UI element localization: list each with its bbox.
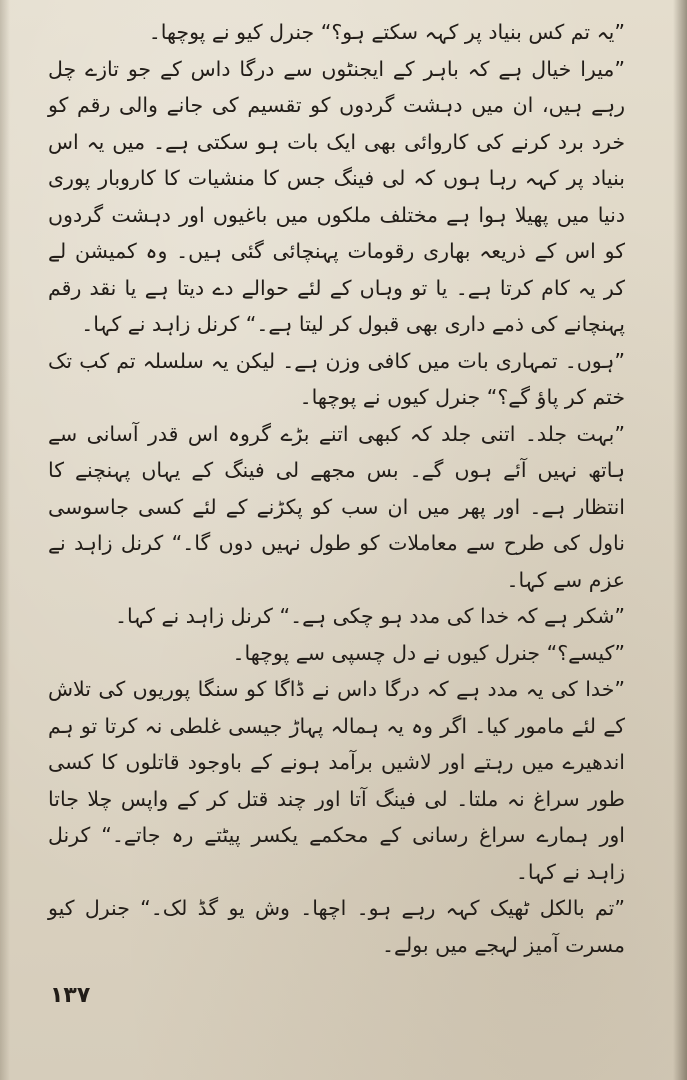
paragraph-7: ”خدا کی یہ مدد ہے کہ درگا داس نے ڈاگا کو سنگا پوریوں کی تلاش کے لئے مامور کیا۔ اگر وہ یہ ہمالہ پہاڑ جیسی غلطی نہ کرتا تو ہم اندھیرے میں رہتے اور لاشیں برآمد ہونے کے باوجود قاتلوں کا کسی طور سراغ نہ ملتا۔ لی فینگ آتا اور چند قتل کر کے واپس چلا جاتا اور ہمارے سراغ رسانی کے محکمے یکسر پیٹتے رہ جاتے۔“ کرنل زاہد نے کہا۔ <box>48 677 625 884</box>
paragraph-5: ”شکر ہے کہ خدا کی مدد ہو چکی ہے۔“ کرنل زاہد نے کہا۔ <box>114 604 625 628</box>
body-text <box>48 14 659 963</box>
paragraph-1: ”یہ تم کس بنیاد پر کہہ سکتے ہو؟“ جنرل کیو نے پوچھا۔ <box>148 20 625 44</box>
page-right-edge-shadow <box>673 0 687 1080</box>
paragraph-6: ”کیسے؟“ جنرل کیوں نے دل چسپی سے پوچھا۔ <box>232 640 625 665</box>
paragraph-2: ”میرا خیال ہے کہ باہر کے ایجنٹوں سے درگا داس کے جو تازے چل رہے ہیں، ان میں دہشت گردوں کو تقسیم کی جانے والی رقم کو خرد برد کرنے کی کاروائی بھی ایک بات ہو سکتی ہے۔ میں یہ اس بنیاد پر کہہ رہا ہوں کہ لی فینگ جس کا منشیات کا کاروبار پوری دنیا میں پھیلا ہوا ہے مختلف ملکوں میں باغیوں اور دہشت گردوں کو اس کے ذریعہ بھاری رقومات پہنچائی گئی ہیں۔ وہ کمیشن لے کر یہ کام کرتا ہے۔ یا تو وہاں کے لئے حوالے دے دیتا ہے یا نقد رقم پہنچانے کی ذمے داری بھی قبول کر لیتا ہے۔“ کرنل زاہد نے کہا۔ <box>48 56 625 336</box>
paragraph-8: ”تم بالکل ٹھیک کہہ رہے ہو۔ اچھا۔ وش یو گڈ لک۔“ جنرل کیو مسرت آمیز لہجے میں بولے۔ <box>48 896 625 957</box>
page-left-edge-shadow <box>0 0 10 1080</box>
page-number: ۱۳۷ <box>50 983 91 1008</box>
paragraph-3: ”ہوں۔ تمہاری بات میں کافی وزن ہے۔ لیکن یہ سلسلہ تم کب تک ختم کر پاؤ گے؟“ جنرل کیوں نے پوچھا۔ <box>48 348 625 409</box>
paragraph-4: ”بہت جلد۔ اتنی جلد کہ کبھی اتنے بڑے گروہ اس قدر آسانی سے ہاتھ نہیں آئے ہوں گے۔ بس مجھے لی فینگ کے یہاں پہنچنے کا انتظار ہے۔ اور پھر میں ان سب کو پکڑنے کے لئے کسی جاسوسی ناول کی طرح سے معاملات کو طول نہیں دوں گا۔“ کرنل زاہد نے عزم سے کہا۔ <box>48 421 625 592</box>
